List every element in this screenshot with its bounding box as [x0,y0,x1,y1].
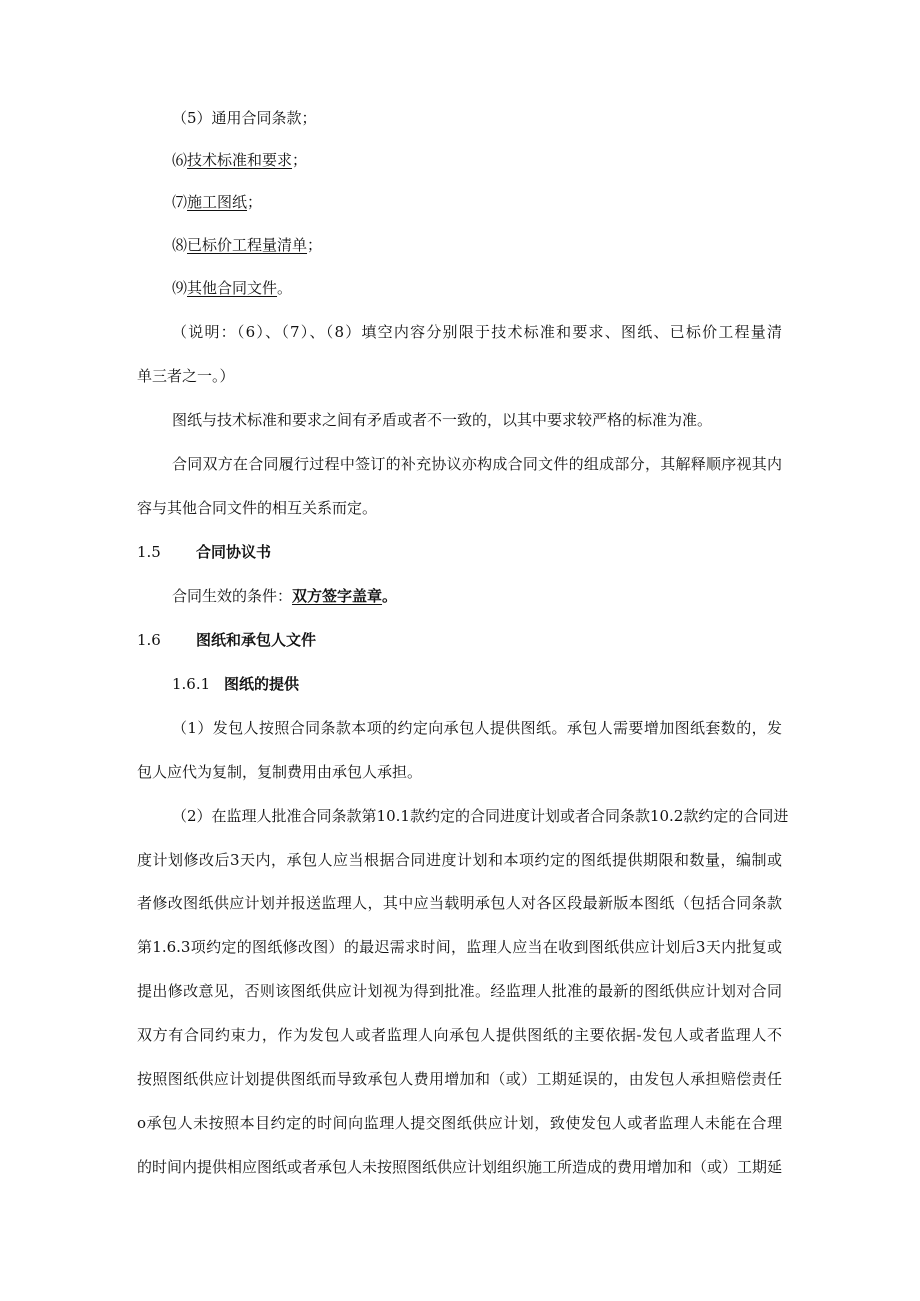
paragraph-2-line: o承包人未按照本目约定的时间向监理人提交图纸供应计划，致使发包人或者监理人未能在合理 [137,1114,782,1132]
paragraph-2-line: 第1.6.3项约定的图纸修改图）的最迟需求时间，监理人应当在收到图纸供应计划后3天内批复或 [137,938,782,956]
paragraph-conflict: 图纸与技术标准和要求之间有矛盾或者不一致的，以其中要求较严格的标准为准。 [172,411,713,429]
list-item-5 [172,108,317,128]
paragraph-2-line: 度计划修改后3天内，承包人应当根据合同进度计划和本项约定的图纸提供期限和数量，编制或 [137,851,782,869]
list-item-text: 技术标准和要求 [187,151,293,169]
paragraph-supplement-line-1: 合同双方在合同履行过程中签订的补充协议亦构成合同文件的组成部分，其解释顺序视其内 [172,455,782,473]
list-item-punct: 。 [277,279,293,297]
paragraph-2-line: 提出修改意见，否则该图纸供应计划视为得到批准。经监理人批准的最新的图纸供应计划对合同 [137,982,782,1000]
list-item-number: ⑻ [172,236,188,254]
note-line-1: （说明：（6）、（7）、（8）填空内容分别限于技术标准和要求、图纸、已标价工程量清 [172,323,782,341]
paragraph-2-line: 双方有合同约束力，作为发包人或者监理人向承包人提供图纸的主要依据-发包人或者监理人不 [137,1026,782,1044]
paragraph-2-line: 的时间内提供相应图纸或者承包人未按照图纸供应计划组织施工所造成的费用增加和（或）工期延 [137,1158,783,1176]
list-item-punct: ； [307,236,323,254]
list-item-text: 施工图纸 [187,193,248,211]
note-line-2: 单三者之一。） [137,367,235,385]
paragraph-supplement-line-2: 容与其他合同文件的相互关系而定。 [137,499,378,517]
section-number-1-5: 1.5 [137,543,161,561]
paragraph-1-line-1: （1）发包人按照合同条款本项的约定向承包人提供图纸。承包人需要增加图纸套数的，发 [172,719,782,737]
section-title-1-5: 合同协议书 [196,543,272,561]
list-item-6 [172,150,307,170]
list-item-punct: ； [292,151,308,169]
list-item-text: （5）通用合同条款； [172,109,317,127]
paragraph-2-line: 者修改图纸供应计划并报送监理人，其中应当载明承包人对各区段最新版本图纸（包括合同条款 [137,894,782,912]
list-item-7 [172,192,262,212]
paragraph-1-line-2: 包人应代为复制，复制费用由承包人承担。 [137,763,423,781]
condition-value: 双方签字盖章 [292,587,383,605]
section-title-1-6-1: 图纸的提供 [224,675,300,693]
section-number-1-6: 1.6 [137,631,161,649]
list-item-number: ⑼ [172,279,188,297]
list-item-punct: ； [247,193,263,211]
list-item-9 [172,278,292,298]
condition-punct: 。 [382,587,398,605]
paragraph-2-line: （2）在监理人批准合同条款第10.1款约定的合同进度计划或者合同条款10.2款约定的合同进 [172,807,789,825]
paragraph-2-line: 按照图纸供应计划提供图纸而导致承包人费用增加和（或）工期延误的，由发包人承担赔偿责任 [137,1070,782,1088]
list-item-number: ⑺ [172,193,188,211]
section-number-1-6-1: 1.6.1 [172,675,211,693]
list-item-text: 其他合同文件 [187,279,278,297]
section-title-1-6: 图纸和承包人文件 [196,631,317,649]
condition-label: 合同生效的条件： [172,587,293,605]
contract-effective-condition [172,586,397,606]
list-item-8 [172,235,322,255]
list-item-text: 已标价工程量清单 [187,236,308,254]
list-item-number: ⑹ [172,151,188,169]
